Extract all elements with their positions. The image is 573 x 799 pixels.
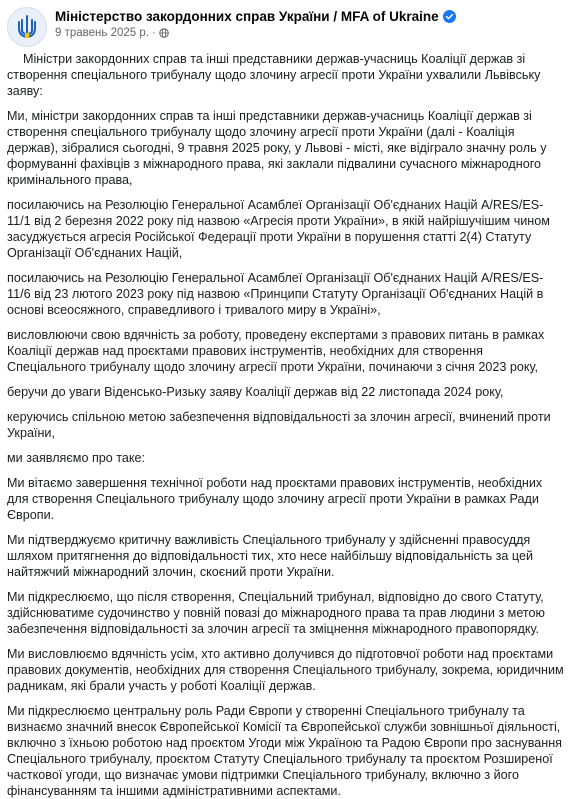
post-paragraph: посилаючись на Резолюцію Генеральної Асамблеї Організації Об'єднаних Націй A/RES/ES-11/6 від 23 лютого 2023 року під назвою «Принципи Статуту Організації Об'єднаних Націй в основі всеосяжного, справедливого і тривалого миру в Україні», [7,271,544,317]
post-date-link[interactable]: 9 травень 2025 р. [55,27,149,39]
post-time-row [55,27,456,39]
page-avatar[interactable] [7,7,47,47]
post-paragraph: керуючись спільною метою забезпечення відповідальності за злочин агресії, вчинений проти України, [7,410,551,440]
post-paragraph: Ми підтверджуємо критичну важливість Спеціального трибуналу у здійсненні правосуддя шляхом притягнення до відповідальності тих, хто несе найбільшу відповідальність за цей найтяжчий міжнародний злочин, скоєний проти України. [7,533,534,579]
post-paragraph: Ми, міністри закордонних справ та інші представники держав-учасниць Коаліції держав зі створення спеціального трибуналу щодо злочину агресії проти України (далі - Коаліція держав), зібралися сьогодні, 9 травня 2025 року, у Львові - місті, яке відіграло значну роль у формуванні фахівців з міжнародного права, які заклали підвалини сучасного міжнародного кримінального права, [7,109,547,187]
post-body [7,51,565,799]
post-paragraph: Ми підкреслюємо центральну роль Ради Європи у створенні Спеціального трибуналу та визнаємо значний внесок Європейської Комісії та Європейської служби зовнішньої діяльності, включно з їхньою роботою над проєктом Угоди між Україною та Радою Європи про заснування Спеціального трибуналу, проєктом Статуту Спеціального трибуналу та проєктом Розширеної часткової угоди, що визначає умови підтримки Спеціального трибуналу, включно з його фінансуванням та іншими адміністративними аспектами. [7,704,562,798]
post-paragraph: посилаючись на Резолюцію Генеральної Асамблеї Організації Об'єднаних Націй A/RES/ES-11/1 від 2 березня 2022 року під назвою «Агресія проти України», в якій найрішучішим чином засуджується агресія Російської Федерації проти України в порушення статті 2(4) Статуту Організації Об'єднаних Націй, [7,198,550,260]
post-paragraph: Ми висловлюємо вдячність усім, хто активно долучився до підготовчої роботи над проєктами правових документів, необхідних для створення Спеціального трибуналу, зокрема, юридичним радникам, які брали участь у роботі Коаліції держав. [7,647,564,693]
post-paragraph: Ми підкреслюємо, що після створення, Спеціальний трибунал, відповідно до свого Статуту, здійснюватиме судочинство у повній повазі до міжнародного права та прав людини з метою забезпечення відповідальності за злочин агресії та зміцнення міжнародного правопорядку. [7,590,545,636]
separator-dot: · [151,27,156,39]
ukraine-trident-emblem-icon [14,14,40,40]
post-paragraph: ми заявляємо про таке: [7,451,146,465]
globe-icon[interactable] [159,28,169,38]
post-paragraph: Ми вітаємо завершення технічної роботи над проєктами правових інструментів, необхідних для створення Спеціального трибуналу щодо злочину агресії проти України в рамках Ради Європи. [7,476,543,522]
post-paragraph: висловлюючи свою вдячність за роботу, проведену експертами з правових питань в рамках Коаліції держав над проєктами правових інструментів, необхідних для створення Спеціального трибуналу щодо злочину агресії проти України, починаючи з січня 2023 року, [7,328,545,374]
post-paragraph: Міністри закордонних справ та інші представники держав-учасниць Коаліції держав зі створення спеціального трибуналу щодо злочину агресії проти України ухвалили Львівську заяву: [7,52,541,98]
post-header [7,7,565,49]
post-paragraph: беручи до уваги Віденсько-Ризьку заяву Коаліції держав від 22 листопада 2024 року, [7,385,504,399]
page-name-link[interactable]: Міністерство закордонних справ України / MFA of Ukraine [55,9,439,24]
page-name-row [55,9,456,24]
verified-badge-icon [443,10,456,23]
post-meta [55,7,456,39]
